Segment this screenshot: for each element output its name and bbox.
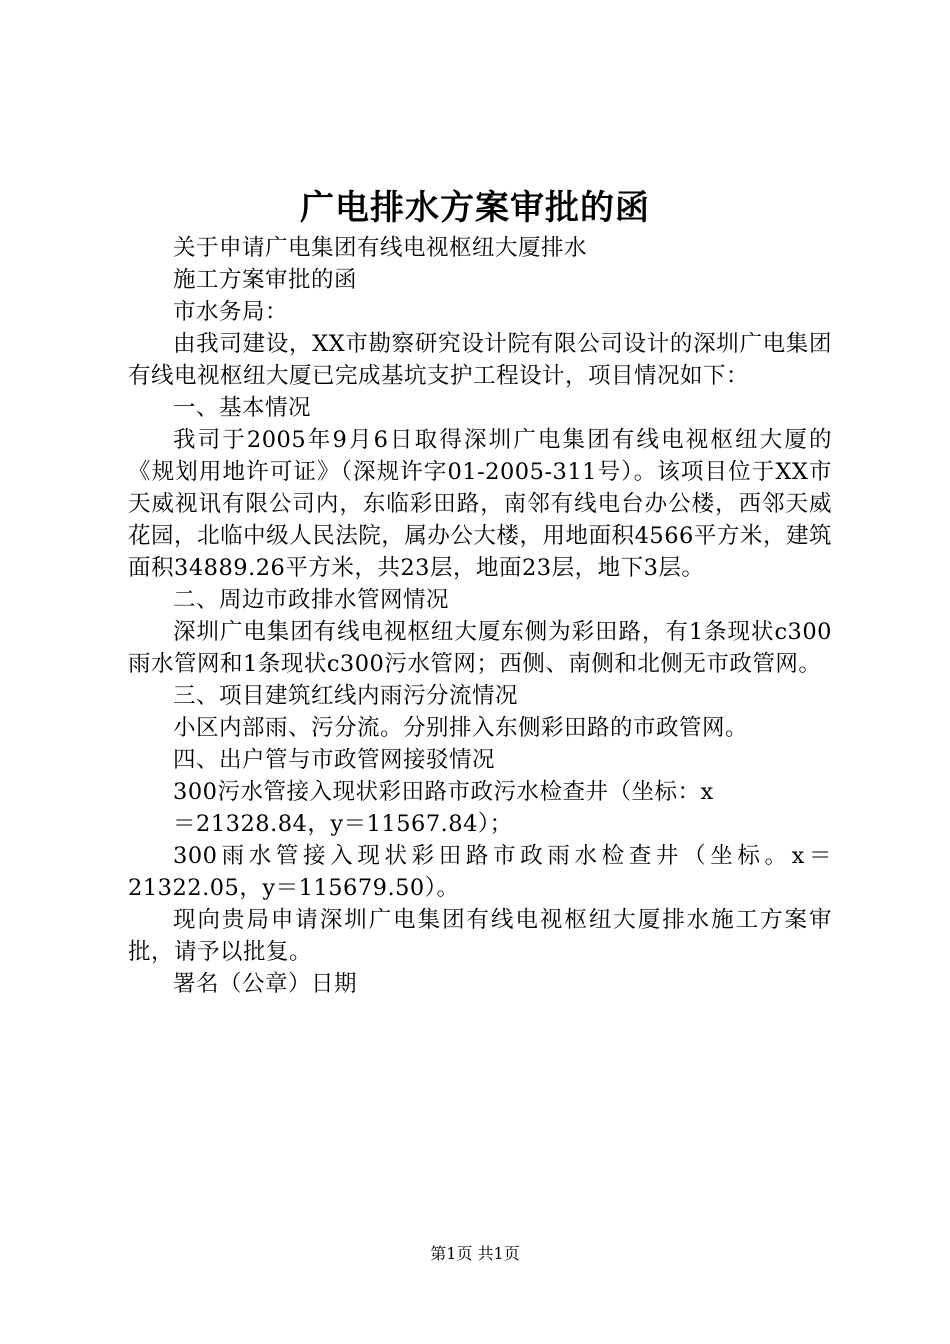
- signature-line: 署名（公章）日期: [173, 971, 358, 997]
- subject-line-1: 关于申请广电集团有线电视枢纽大厦排水: [173, 235, 588, 261]
- section-heading-4: 四、出户管与市政管网接驳情况: [173, 747, 496, 773]
- section-heading-3: 三、项目建筑红线内雨污分流情况: [173, 683, 519, 709]
- page-footer: 第1页 共1页: [430, 1244, 520, 1263]
- sewage-connection-line-1: 300污水管接入现状彩田路市政污水检查井（坐标：x: [173, 779, 714, 805]
- basic-info-paragraph: 我司于2005年9月6日取得深圳广电集团有线电视枢纽大厦的《规划用地许可证》（深规许字01-2005-311号）。该项目位于XX市天威视讯有限公司内，东临彩田路，南邻有线电台办公楼，西邻天威花园，北临中级人民法院，属办公大楼，用地面积4566平方米，建筑面积34889.26平方米，共23层，地面23层，地下3层。: [128, 427, 832, 581]
- subject-line-2: 施工方案审批的函: [173, 267, 358, 293]
- sewage-connection-line-2: ＝21328.84，y＝11567.84）；: [173, 811, 513, 837]
- drainage-network-paragraph: 深圳广电集团有线电视枢纽大厦东侧为彩田路，有1条现状c300雨水管网和1条现状c300污水管网；西侧、南侧和北侧无市政管网。: [128, 619, 832, 677]
- separation-paragraph: 小区内部雨、污分流。分别排入东侧彩田路的市政管网。: [173, 715, 749, 741]
- section-heading-1: 一、基本情况: [173, 395, 312, 421]
- rainwater-connection-paragraph: 300雨水管接入现状彩田路市政雨水检查井（坐标。x＝21322.05，y＝115679.50）。: [128, 843, 832, 901]
- section-heading-2: 二、周边市政排水管网情况: [173, 587, 450, 613]
- recipient: 市水务局：: [173, 299, 289, 325]
- intro-paragraph: 由我司建设，XX市勘察研究设计院有限公司设计的深圳广电集团有线电视枢纽大厦已完成基坑支护工程设计，项目情况如下：: [128, 331, 832, 389]
- document-title: 广电排水方案审批的函: [300, 188, 650, 228]
- request-paragraph: 现向贵局申请深圳广电集团有线电视枢纽大厦排水施工方案审批，请予以批复。: [128, 907, 832, 965]
- document-body: [128, 232, 832, 1000]
